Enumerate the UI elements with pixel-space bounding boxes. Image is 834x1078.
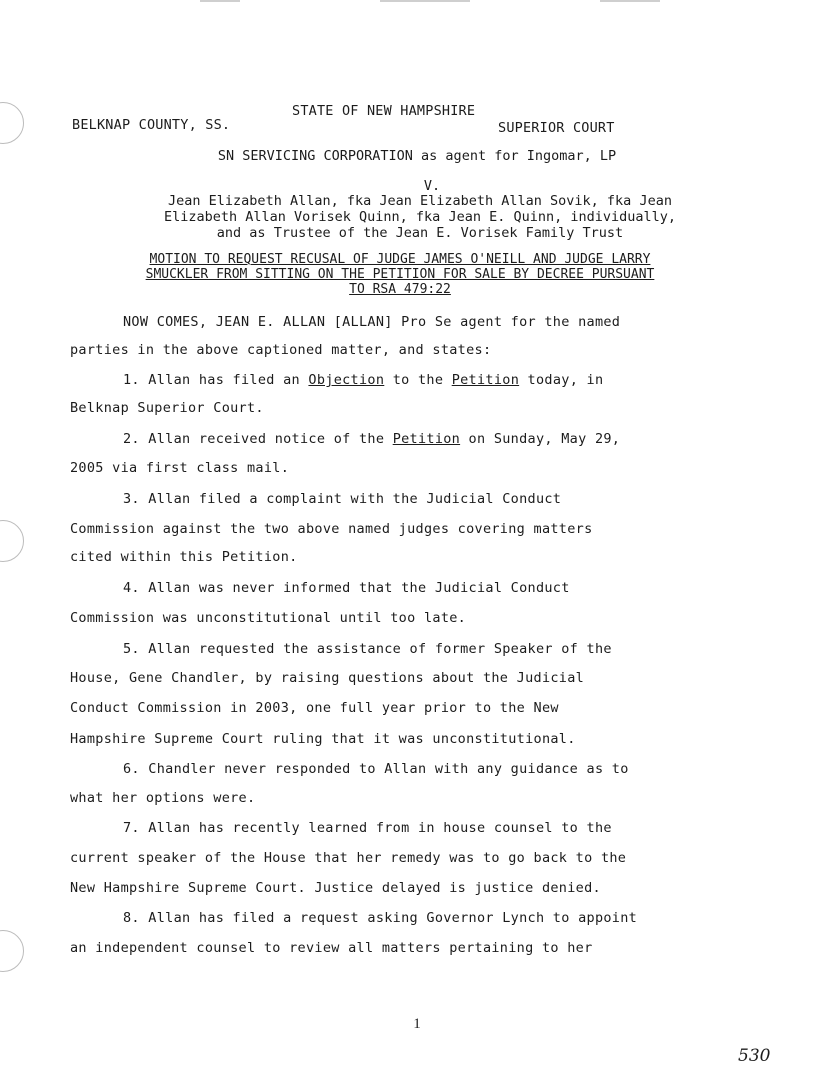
versus-label: V. [423,178,441,194]
defendant-block [60,193,780,241]
paragraph-5: 5. Allan requested the assistance of former Speaker of the [123,641,612,657]
defendant-line: and as Trustee of the Jean E. Vorisek Family Trust [216,225,624,241]
motion-title [70,252,730,297]
paragraph-3-line: cited within this Petition. [70,549,298,565]
page-number: 1 [413,1016,421,1032]
paragraph-6-line: what her options were. [70,790,256,806]
paragraph-2-line: 2005 via first class mail. [70,460,290,476]
motion-title-line: MOTION TO REQUEST RECUSAL OF JUDGE JAMES O'NEILL AND JUDGE LARRY [149,252,651,267]
court-heading: SUPERIOR COURT [498,120,615,136]
petition-reference: Petition [451,372,520,388]
paragraph-4-line: Commission was unconstitutional until too late. [70,610,467,626]
scan-speck [600,0,660,2]
scan-speck [380,0,470,2]
paragraph-5-line: Conduct Commission in 2003, one full year prior to the New [70,700,559,716]
objection-reference: Objection [308,372,385,388]
paragraph-3-line: Commission against the two above named judges covering matters [70,521,593,537]
paragraph-3: 3. Allan filed a complaint with the Judicial Conduct [123,491,562,507]
state-heading: STATE OF NEW HAMPSHIRE [292,103,476,119]
paragraph-5-line: Hampshire Supreme Court ruling that it was unconstitutional. [70,731,576,747]
paragraph-7-line: current speaker of the House that her remedy was to go back to the [70,850,627,866]
defendant-line: Jean Elizabeth Allan, fka Jean Elizabeth Allan Sovik, fka Jean [168,193,672,209]
paragraph-8: 8. Allan has filed a request asking Governor Lynch to appoint [123,910,638,926]
paragraph-8-line: an independent counsel to review all matters pertaining to her [70,940,593,956]
paragraph-5-line: House, Gene Chandler, by raising questions about the Judicial [70,670,585,686]
defendant-line: Elizabeth Allan Vorisek Quinn, fka Jean E. Quinn, individually, [163,209,677,225]
plaintiff-name: SN SERVICING CORPORATION as agent for Ingomar, LP [217,148,617,164]
paragraph-4: 4. Allan was never informed that the Judicial Conduct [123,580,570,596]
paragraph-2: 2. Allan received notice of the Petition on Sunday, May 29, [123,431,621,447]
handwritten-page-mark: 530 [738,1046,771,1066]
petition-reference: Petition [392,431,461,447]
hole-punch-mark [0,520,24,562]
scan-speck [200,0,240,2]
paragraph-7: 7. Allan has recently learned from in house counsel to the [123,820,612,836]
paragraph-1: 1. Allan has filed an Objection to the Petition today, in [123,372,604,388]
paragraph-7-line: New Hampshire Supreme Court. Justice delayed is justice denied. [70,880,601,896]
intro-line: parties in the above captioned matter, and states: [70,342,492,358]
motion-title-line: TO RSA 479:22 [349,282,451,297]
paragraph-1-line: Belknap Superior Court. [70,400,264,416]
hole-punch-mark [0,102,24,144]
motion-title-line: SMUCKLER FROM SITTING ON THE PETITION FOR SALE BY DECREE PURSUANT [145,267,655,282]
intro-line: NOW COMES, JEAN E. ALLAN [ALLAN] Pro Se agent for the named [123,314,621,330]
county-heading: BELKNAP COUNTY, SS. [72,117,231,133]
paragraph-6: 6. Chandler never responded to Allan with any guidance as to [123,761,629,777]
hole-punch-mark [0,930,24,972]
